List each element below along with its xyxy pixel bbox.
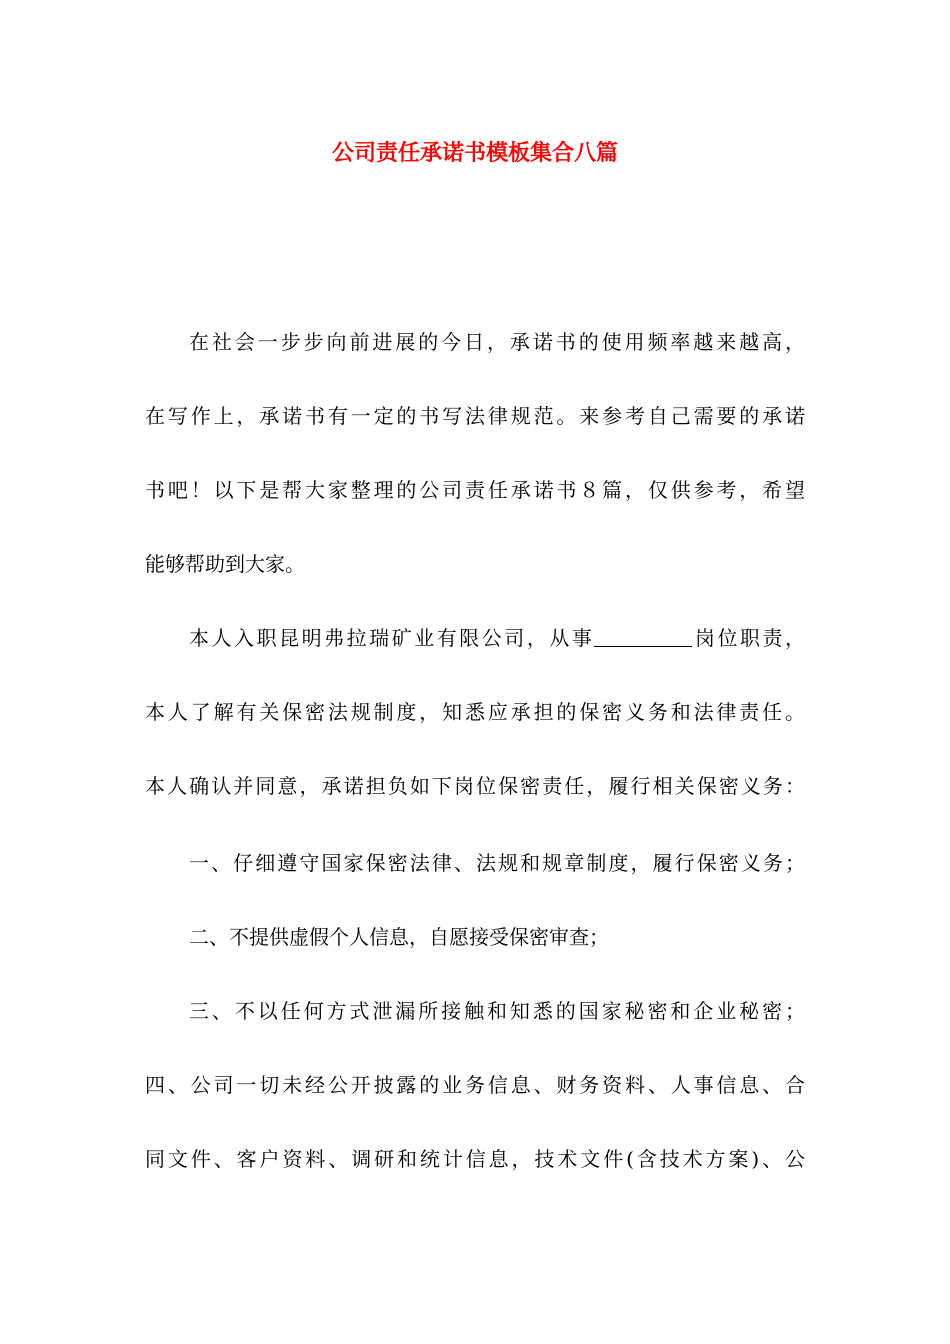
list-item: 三、不以任何方式泄漏所接触和知悉的国家秘密和企业秘密； bbox=[189, 999, 805, 1023]
paragraph-line: 在写作上，承诺书有一定的书写法律规范。来参考自己需要的承诺 bbox=[145, 404, 805, 428]
paragraph-line: 本人了解有关保密法规制度，知悉应承担的保密义务和法律责任。 bbox=[145, 700, 805, 724]
list-item: 二、不提供虚假个人信息，自愿接受保密审查； bbox=[189, 925, 609, 949]
paragraph-line: 在社会一步步向前进展的今日，承诺书的使用频率越来越高， bbox=[189, 330, 805, 354]
employment-line bbox=[145, 620, 805, 656]
paragraph-line: 同文件、客户资料、调研和统计信息，技术文件(含技术方案)、公 bbox=[145, 1147, 805, 1171]
employment-line-after: 岗位职责， bbox=[692, 626, 806, 650]
list-item: 四、公司一切未经公开披露的业务信息、财务资料、人事信息、合 bbox=[145, 1073, 805, 1097]
paragraph-line: 本人确认并同意，承诺担负如下岗位保密责任，履行相关保密义务： bbox=[145, 774, 805, 798]
position-blank bbox=[594, 626, 692, 647]
paragraph-line: 书吧！以下是帮大家整理的公司责任承诺书８篇，仅供参考，希望 bbox=[145, 478, 805, 502]
paragraph-line: 能够帮助到大家。 bbox=[145, 552, 305, 576]
document-title: 公司责任承诺书模板集合八篇 bbox=[331, 141, 618, 166]
list-item: 一、仔细遵守国家保密法律、法规和规章制度，履行保密义务； bbox=[189, 851, 805, 875]
employment-line-before: 本人入职昆明弗拉瑞矿业有限公司，从事 bbox=[189, 626, 595, 650]
